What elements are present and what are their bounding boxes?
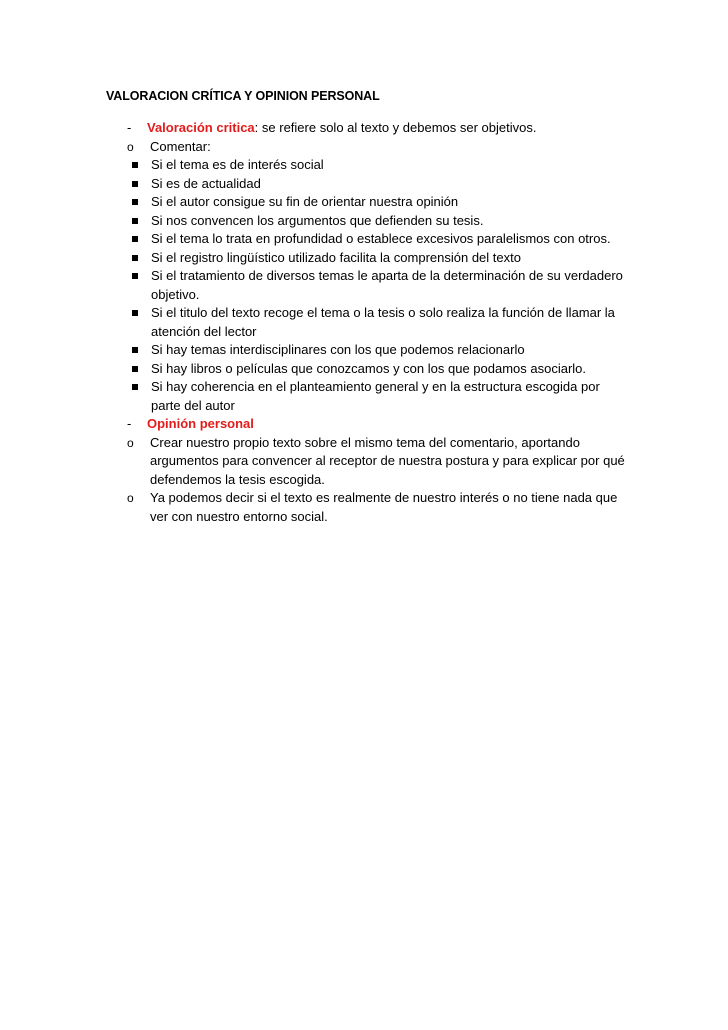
section-valoracion-critica: [106, 119, 626, 138]
criteria-text: Si el tratamiento de diversos temas le aparta de la determinación de su verdadero objetivo.: [151, 268, 623, 302]
dash-marker: -: [127, 416, 132, 431]
square-bullet-icon: [132, 366, 138, 372]
square-bullet-icon: [132, 218, 138, 224]
outline: [106, 119, 626, 526]
section-items: [106, 138, 626, 416]
section-heading: Opinión personal: [147, 416, 254, 431]
dash-marker: -: [127, 120, 132, 135]
circle-marker: o: [127, 139, 134, 154]
square-bullet-icon: [132, 384, 138, 390]
page-title: VALORACION CRÍTICA Y OPINION PERSONAL: [106, 89, 380, 103]
criteria-text: Si hay libros o películas que conozcamos y con los que podamos asociarlo.: [151, 360, 587, 376]
criteria-text: Si el tema es de interés social: [151, 157, 324, 172]
square-bullet-icon: [132, 162, 138, 168]
criteria-text: Si hay coherencia en el planteamiento general y en la estructura escogida por parte del autor: [151, 379, 600, 413]
criteria-item: [65, 378, 626, 415]
square-bullet-icon: [132, 255, 138, 261]
section-items: [106, 434, 626, 527]
criteria-item: [65, 341, 626, 360]
section-heading-suffix: : se refiere solo al texto y debemos ser objetivos.: [254, 120, 537, 135]
square-bullet-icon: [132, 181, 138, 187]
criteria-item: [65, 175, 626, 194]
list-item-text: Ya podemos decir si el texto es realmente de nuestro interés o no tiene nada que ver con nuestro entorno social.: [150, 490, 618, 524]
square-bullet-icon: [132, 199, 138, 205]
criteria-item: [65, 212, 626, 231]
criteria-list: [65, 156, 626, 415]
criteria-item: [65, 360, 626, 379]
criteria-text: Si es de actualidad: [151, 175, 261, 191]
criteria-item: [65, 193, 626, 212]
list-item: [106, 489, 626, 526]
criteria-item: [65, 267, 626, 304]
criteria-text: Si el registro lingüístico utilizado facilita la comprensión del texto: [151, 249, 521, 265]
section-opinion-personal: [106, 415, 626, 434]
criteria-text: Si el titulo del texto recoge el tema o la tesis o solo realiza la función de llamar la atención del lector: [151, 305, 615, 339]
criteria-item: [65, 230, 626, 249]
circle-marker: o: [127, 435, 134, 450]
criteria-text: Si nos convencen los argumentos que defienden su tesis.: [151, 212, 484, 228]
criteria-text: Si hay temas interdisciplinares con los que podemos relacionarlo: [151, 342, 525, 357]
square-bullet-icon: [132, 347, 138, 353]
list-item-text: Comentar:: [150, 138, 211, 154]
square-bullet-icon: [132, 310, 138, 316]
circle-marker: o: [127, 491, 134, 505]
criteria-text: Si el autor consigue su fin de orientar nuestra opinión: [151, 194, 459, 209]
list-item-comentar: [106, 138, 626, 157]
list-item: [106, 434, 626, 490]
section-heading: Valoración critica: [147, 120, 255, 135]
criteria-item: [65, 304, 626, 341]
square-bullet-icon: [132, 236, 138, 242]
criteria-item: [65, 249, 626, 268]
criteria-item: [65, 156, 626, 175]
list-item-text: Crear nuestro propio texto sobre el mismo tema del comentario, aportando argumentos para convencer al receptor de nuestra postura y para explicar por qué defendemos la tesis escogida.: [150, 434, 625, 487]
square-bullet-icon: [132, 273, 138, 279]
criteria-text: Si el tema lo trata en profundidad o establece excesivos paralelismos con otros.: [151, 231, 611, 246]
